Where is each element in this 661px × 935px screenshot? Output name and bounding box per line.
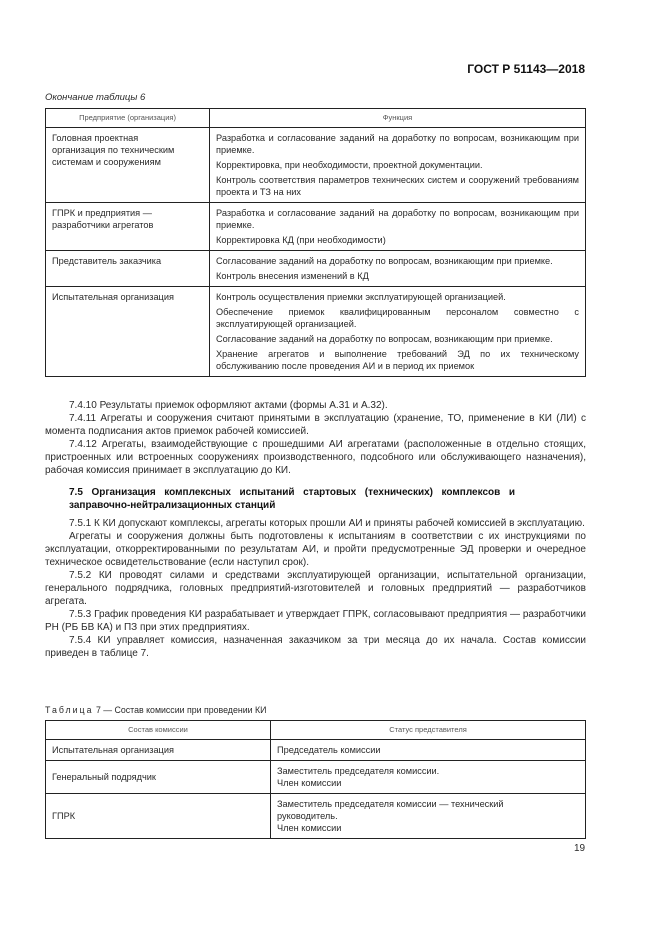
- status-cell: [271, 740, 586, 761]
- org-cell: Представитель заказчика: [46, 251, 210, 287]
- column-header: Предприятие (организация): [46, 109, 210, 128]
- paragraph: 7.5.2 КИ проводят силами и средствами эксплуатирующей организации, испытательной организации, генерального подрядчика, головных предприятий-изготовителей и головных предприятий — разработчиков агрегата.: [45, 570, 586, 607]
- table-row: [46, 251, 586, 287]
- org-cell: Испытательная организация: [46, 287, 210, 377]
- column-header: Состав комиссии: [46, 721, 271, 740]
- function-cell: [210, 287, 586, 377]
- status-cell: [271, 761, 586, 794]
- paragraph: 7.4.10 Результаты приемок оформляют актами (формы А.31 и А.32).: [69, 400, 388, 411]
- table-row: [46, 761, 586, 794]
- column-header: Функция: [210, 109, 586, 128]
- paragraph: 7.4.11 Агрегаты и сооружения считают принятыми в эксплуатацию (хранение, ТО, применение в КИ (ЛИ) с момента подписания актов приемок рабочей комиссией.: [45, 413, 586, 437]
- table7-caption: [45, 705, 266, 715]
- function-item: Корректировка, при необходимости, проектной документации.: [216, 160, 483, 170]
- member-cell: Испытательная организация: [46, 740, 271, 761]
- function-item: Контроль внесения изменений в КД: [216, 271, 369, 281]
- body-text: [45, 399, 586, 660]
- section-heading: 7.5 Организация комплексных испытаний стартовых (технических) комплексов и заправочно-нейтрализационных станций: [69, 487, 515, 511]
- table-label: Таблица: [45, 705, 94, 715]
- table6-caption: Окончание таблицы 6: [45, 92, 146, 103]
- function-item: Согласование заданий на доработку по вопросам, возникающим при приемке.: [216, 334, 553, 344]
- status-line: Председатель комиссии: [277, 745, 381, 755]
- org-name: Головная проектная организация по техническим системам и сооружениям: [52, 133, 175, 167]
- member-cell: ГПРК: [46, 794, 271, 839]
- paragraph: Агрегаты и сооружения должны быть подготовлены к испытаниям в соответствии с их инструкциями по эксплуатации, откорректированными по результатам АИ, и пройти предусмотренные ЭД проверки и очередное техническое освидетельствование (если наступил срок).: [45, 531, 586, 568]
- status-line: Член комиссии: [277, 823, 342, 833]
- member-cell: Генеральный подрядчик: [46, 761, 271, 794]
- table-row: [46, 794, 586, 839]
- table-row: [46, 203, 586, 251]
- paragraph: 7.5.4 КИ управляет комиссия, назначенная заказчиком за три месяца до их начала. Состав комиссии приведен в таблице 7.: [45, 635, 586, 659]
- table-6: [45, 108, 586, 377]
- function-cell: [210, 203, 586, 251]
- table-7: [45, 720, 586, 839]
- org-cell: ГПРК и предприятия — разработчики агрегатов: [46, 203, 210, 251]
- table-header-row: [46, 109, 586, 128]
- paragraph: 7.5.1 К КИ допускают комплексы, агрегаты которых прошли АИ и приняты рабочей комиссией в эксплуатацию.: [69, 518, 585, 529]
- paragraph: 7.4.12 Агрегаты, взаимодействующие с прошедшими АИ агрегатами (расположенные в отдельно стоящих, пристроенных или встроенных сооружениях производственного, подсобного или обслуживающего назначения), рабочая комиссия принимает в эксплуатацию до КИ.: [45, 439, 586, 476]
- table-header-row: [46, 721, 586, 740]
- function-item: Обеспечение приемок квалифицированным персоналом совместно с эксплуатирующей организацией.: [216, 307, 579, 329]
- page-number: 19: [574, 843, 586, 854]
- function-item: Согласование заданий на доработку по вопросам, возникающим при приемке.: [216, 256, 553, 266]
- document-standard-header: ГОСТ Р 51143—2018: [467, 62, 585, 76]
- function-item: Разработка и согласование заданий на доработку по вопросам, возникающим при приемке.: [216, 208, 579, 230]
- function-cell: [210, 251, 586, 287]
- column-header: Статус представителя: [271, 721, 586, 740]
- table-row: [46, 740, 586, 761]
- function-item: Корректировка КД (при необходимости): [216, 235, 386, 245]
- function-item: Контроль осуществления приемки эксплуатирующей организацией.: [216, 292, 506, 302]
- status-line: Заместитель председателя комиссии.: [277, 766, 440, 776]
- org-cell: [46, 128, 210, 203]
- table-row: [46, 287, 586, 377]
- function-item: Разработка и согласование заданий на доработку по вопросам, возникающим при приемке.: [216, 133, 579, 155]
- table-row: [46, 128, 586, 203]
- function-cell: [210, 128, 586, 203]
- function-item: Хранение агрегатов и выполнение требований ЭД по их техническому обслуживанию после проведения АИ и в период их приемок: [216, 349, 579, 371]
- status-line: Член комиссии: [277, 778, 342, 788]
- status-line: Заместитель председателя комиссии — технический руководитель.: [277, 799, 504, 821]
- function-item: Контроль соответствия параметров технических систем и сооружений требованиям проекта и ТЗ на них: [216, 175, 579, 197]
- table-title: 7 — Состав комиссии при проведении КИ: [93, 705, 267, 715]
- paragraph: 7.5.3 График проведения КИ разрабатывает и утверждает ГПРК, согласовывают предприятия — разработчики РН (РБ БВ КА) и ПЗ при этих предприятиях.: [45, 609, 586, 633]
- status-cell: [271, 794, 586, 839]
